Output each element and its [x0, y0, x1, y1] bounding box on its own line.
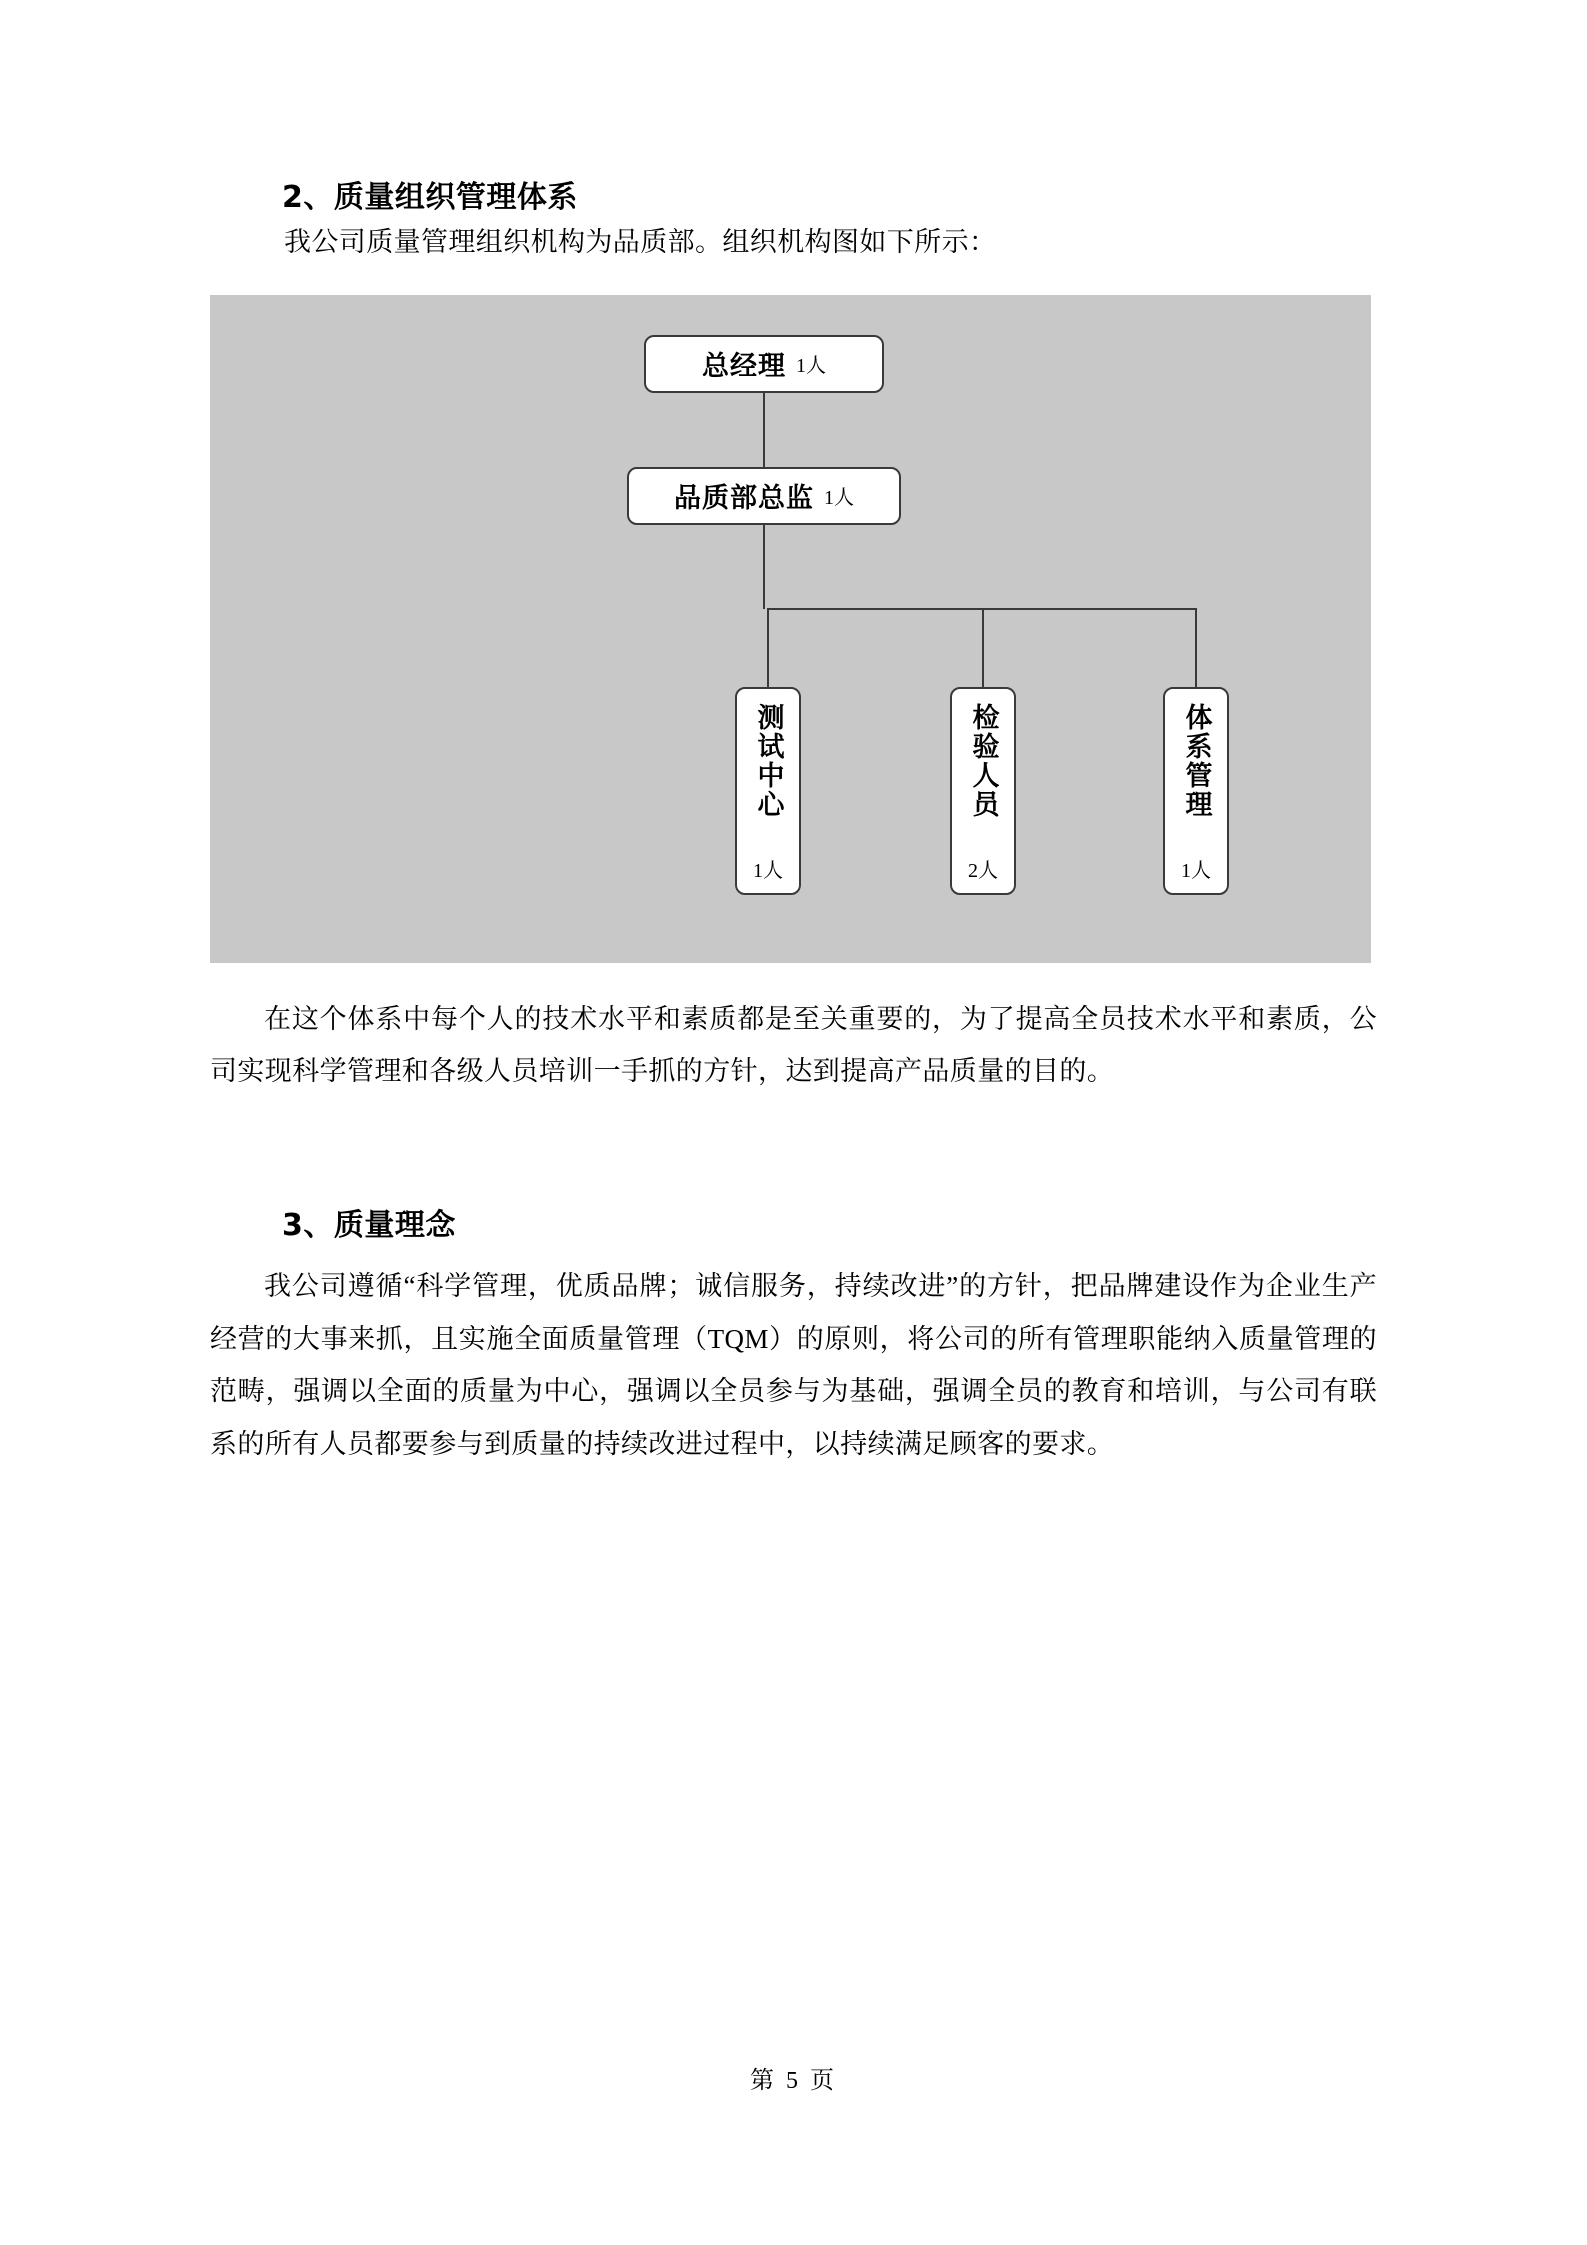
section-body-paragraph-quality-philosophy: 我公司遵循“科学管理，优质品牌；诚信服务，持续改进”的方针，把品牌建设作为企业生产经营的大事来抓，且实施全面质量管理（TQM）的原则，将公司的所有管理职能纳入质量管理的范畴，强调以全面的质量为中心，强调以全员参与为基础，强调全员的教育和培训，与公司有联系的所有人员都要参与到质量的持续改进过程中，以持续满足顾客的要求。	[210, 1270, 1377, 1459]
org-node-test-center	[735, 687, 801, 895]
org-node-general-manager-count: 1人	[796, 355, 826, 378]
org-node-quality-director-label: 品质部总监	[674, 483, 814, 515]
section-heading-quality-organization: 2、质量组织管理体系	[282, 180, 578, 215]
connector-bus-to-inspectors	[982, 608, 984, 687]
page-content	[210, 180, 1377, 1470]
connector-bus-to-test-center	[767, 608, 769, 687]
org-node-general-manager-label: 总经理	[702, 351, 786, 383]
org-node-general-manager	[644, 335, 884, 393]
org-chart-figure	[210, 295, 1371, 963]
org-node-test-center-count: 1人	[753, 859, 783, 882]
org-node-test-center-label: 测试中心	[752, 702, 784, 819]
org-node-system-management	[1163, 687, 1229, 895]
section-heading-quality-philosophy: 3、质量理念	[282, 1207, 456, 1243]
connector-gm-to-director	[763, 393, 765, 467]
page-footer: 第 5 页	[750, 2068, 837, 2094]
org-node-system-management-label: 体系管理	[1180, 702, 1212, 819]
connector-director-to-bus	[763, 525, 765, 609]
section-intro-paragraph: 我公司质量管理组织机构为品质部。组织机构图如下所示：	[284, 227, 997, 257]
org-node-inspectors-label: 检验人员	[967, 702, 999, 819]
section-body-paragraph-quality-organization: 在这个体系中每个人的技术水平和素质都是至关重要的，为了提高全员技术水平和素质，公司实现科学管理和各级人员培训一手抓的方针，达到提高产品质量的目的。	[210, 1003, 1377, 1087]
org-node-system-management-count: 1人	[1181, 859, 1211, 882]
connector-bus-to-system-management	[1195, 608, 1197, 687]
org-node-quality-director-count: 1人	[824, 487, 854, 510]
org-node-inspectors	[950, 687, 1016, 895]
org-node-inspectors-count: 2人	[968, 859, 998, 882]
org-node-quality-director	[627, 467, 901, 525]
section-spacer	[210, 1098, 1377, 1208]
